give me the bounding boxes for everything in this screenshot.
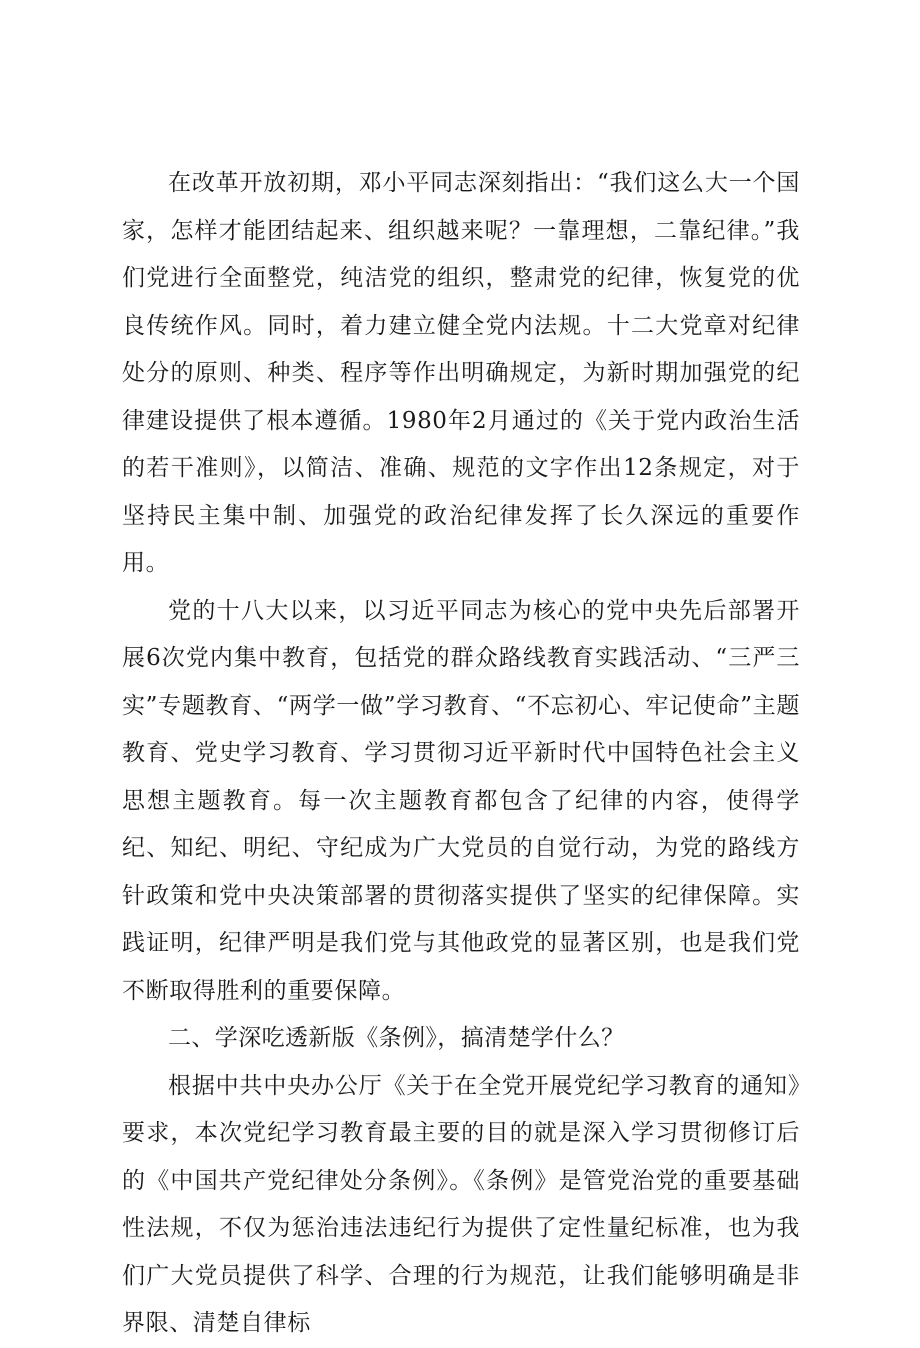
paragraph-reform-era: 在改革开放初期，邓小平同志深刻指出：“我们这么大一个国家，怎样才能团结起来、组织越来呢？一靠理想，二靠纪律。”我们党进行全面整党，纯洁党的组织，整肃党的纪律，恢复党的优良传统作风。同时，着力建立健全党内法规。十二大党章对纪律处分的原则、种类、程序等作出明确规定，为新时期加强党的纪律建设提供了根本遵循。1980年2月通过的《关于党内政治生活的若干准则》，以简洁、准确、规范的文字作出12条规定，对于坚持民主集中制、加强党的政治纪律发挥了长久深远的重要作用。 bbox=[122, 170, 800, 576]
paragraph-eighteenth-congress: 党的十八大以来，以习近平同志为核心的党中央先后部署开展6次党内集中教育，包括党的群众路线教育实践活动、“三严三实”专题教育、“两学一做”学习教育、“不忘初心、牢记使命”主题教育、党史学习教育、学习贯彻习近平新时代中国特色社会主义思想主题教育。每一次主题教育都包含了纪律的内容，使得学纪、知纪、明纪、守纪成为广大党员的自觉行动，为党的路线方针政策和党中央决策部署的贯彻落实提供了坚实的纪律保障。实践证明，纪律严明是我们党与其他政党的显著区别，也是我们党不断取得胜利的重要保障。 bbox=[122, 597, 800, 1004]
section-heading: 二、学深吃透新版《条例》，搞清楚学什么？ bbox=[168, 1025, 625, 1051]
document-body bbox=[122, 160, 800, 1348]
paragraph-regulations: 根据中共中央办公厅《关于在全党开展党纪学习教育的通知》要求，本次党纪学习教育最主要的目的就是深入学习贯彻修订后的《中国共产党纪律处分条例》。《条例》是管党治党的重要基础性法规，不仅为惩治违法违纪行为提供了定性量纪标准，也为我们广大党员提供了科学、合理的行为规范，让我们能够明确是非界限、清楚自律标 bbox=[122, 1072, 800, 1336]
